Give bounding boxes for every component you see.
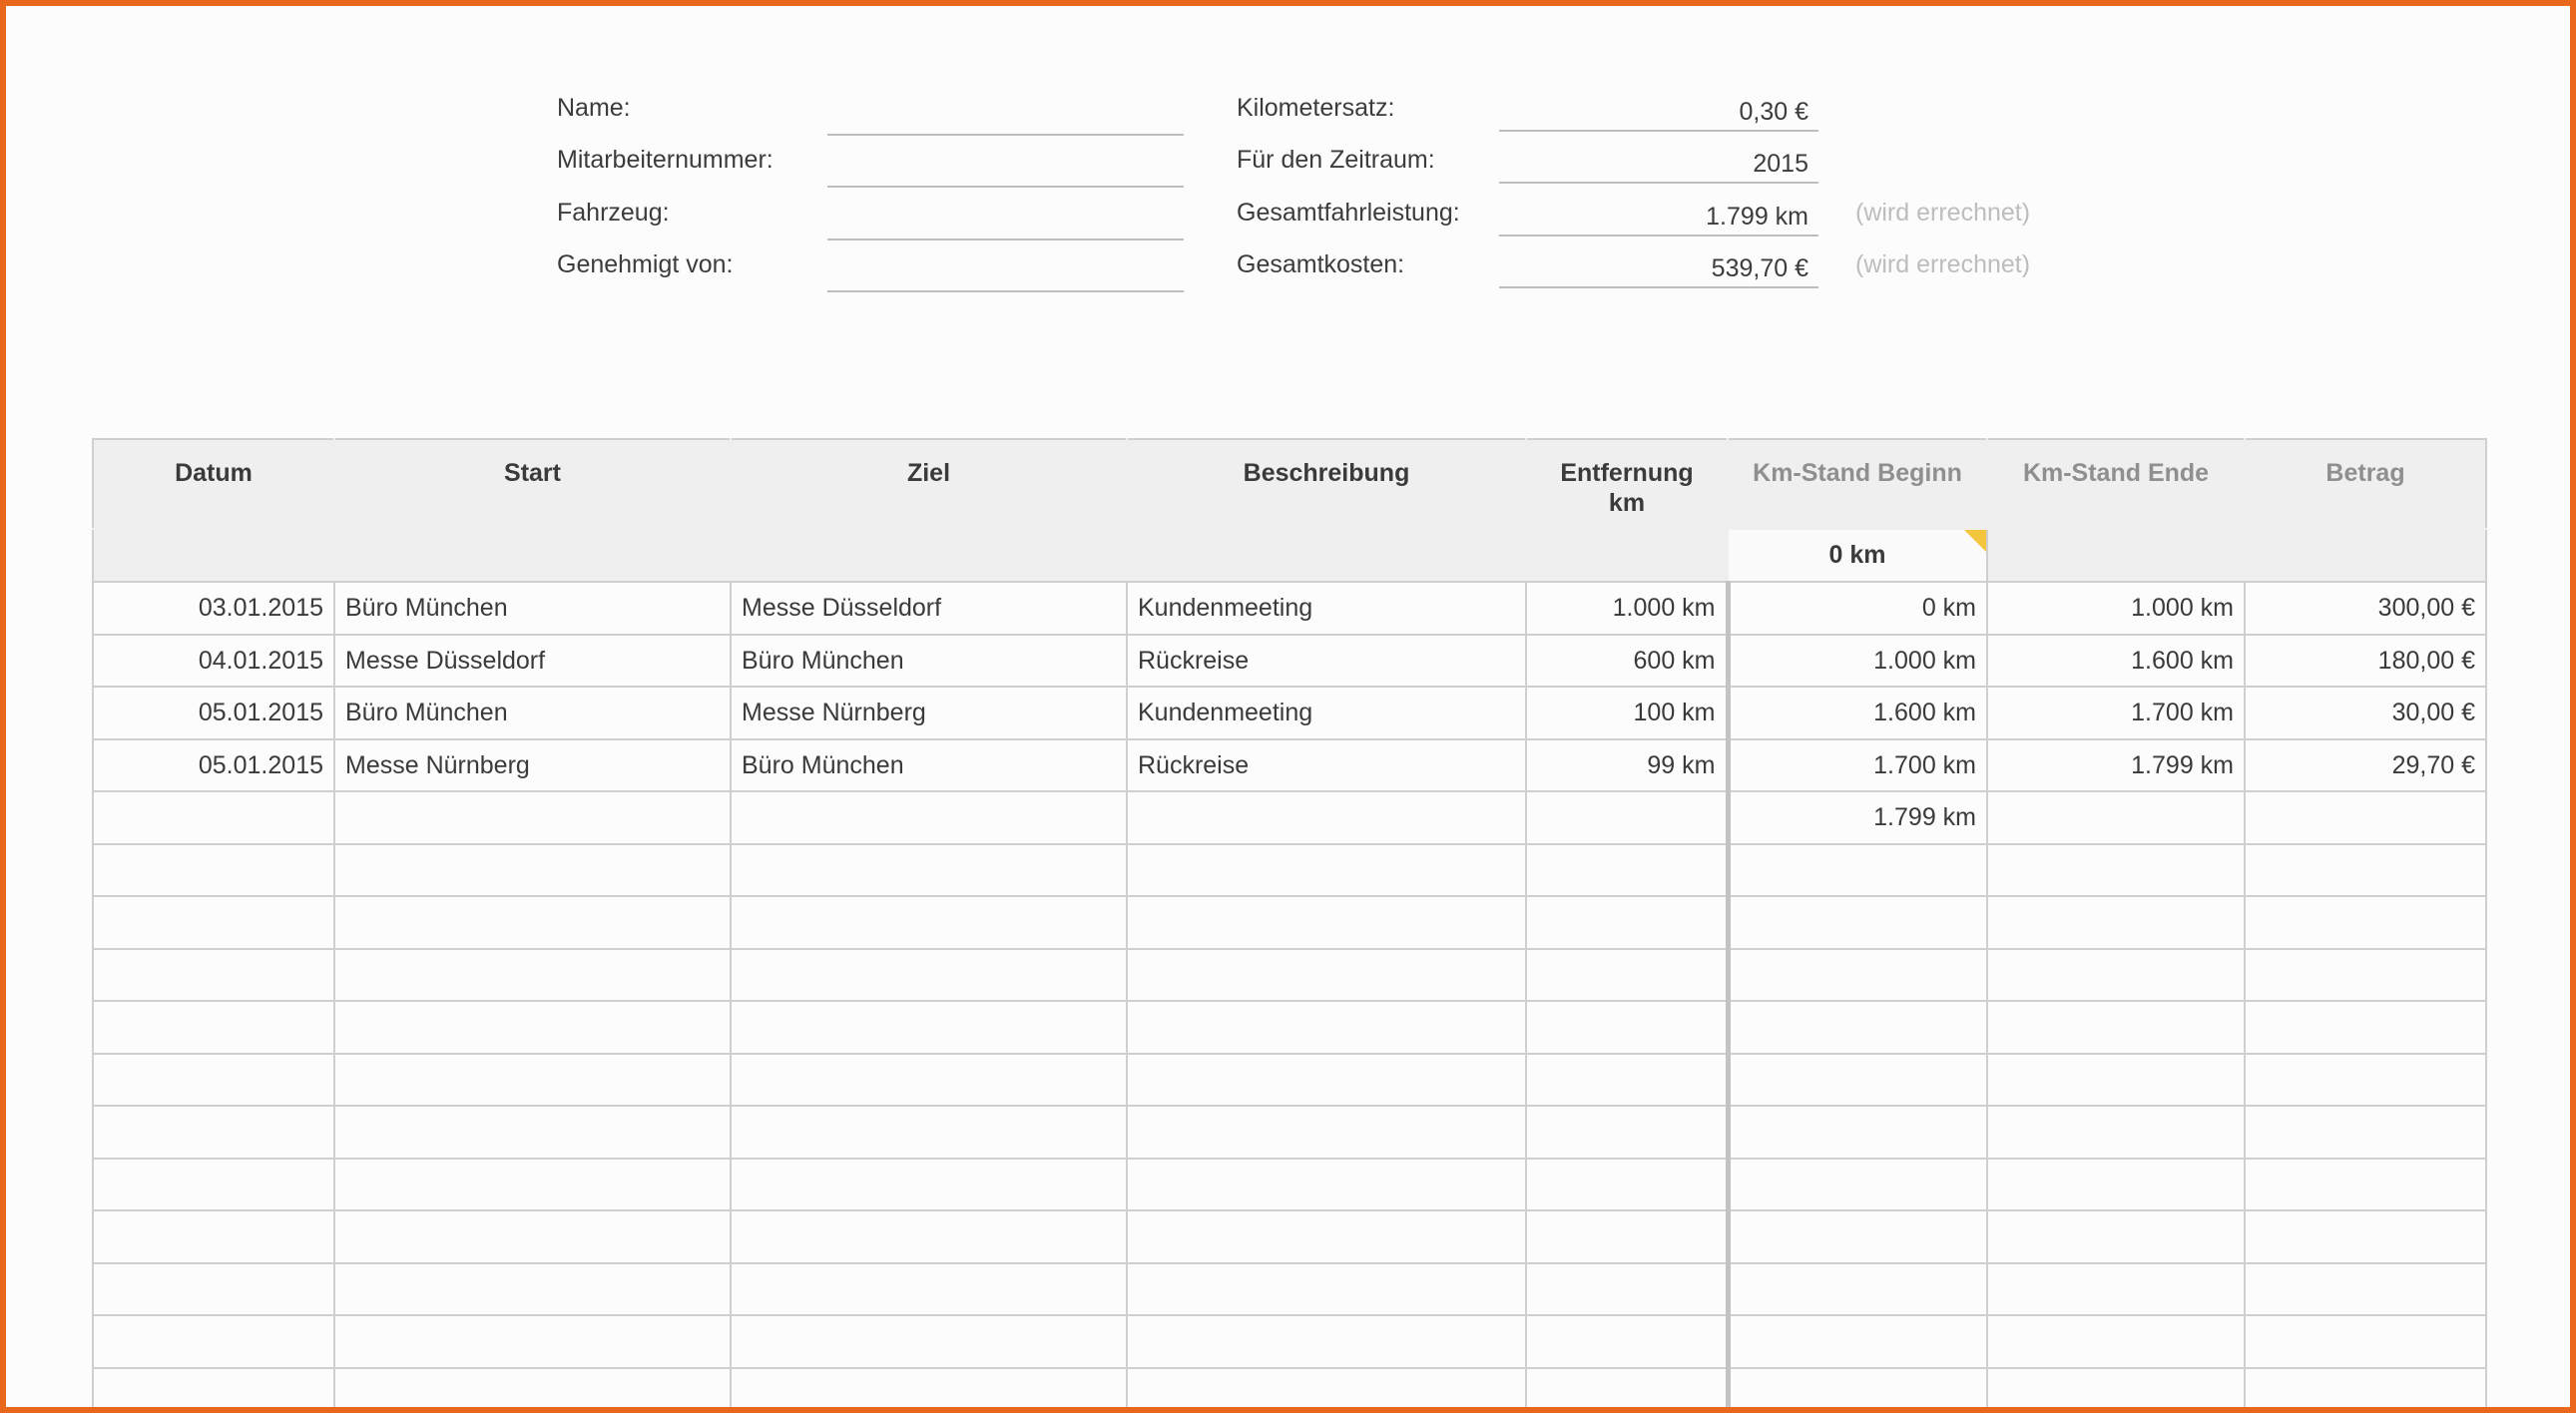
cell-entfernung[interactable] [1526,1368,1728,1408]
cell-datum[interactable]: 05.01.2015 [93,739,334,792]
trip-log-table [92,438,2487,1407]
cell-ziel[interactable] [731,791,1127,844]
total-cost-note: (wird errechnet) [1855,250,2031,278]
column-header-entfernung[interactable]: Entfernung km [1526,439,1728,529]
cell-beschreibung[interactable] [1127,1368,1526,1408]
cell-ziel[interactable] [731,896,1127,949]
cell-ziel[interactable] [731,1315,1127,1368]
header-spacer-cell [1526,529,1728,582]
cell-entfernung[interactable]: 100 km [1526,687,1728,739]
cell-datum[interactable] [93,1001,334,1054]
cell-km-stand-ende[interactable] [1987,1315,2245,1368]
cell-betrag[interactable] [2245,1106,2486,1159]
cell-beschreibung[interactable] [1127,1210,1526,1263]
column-header-beschreibung[interactable]: Beschreibung [1127,439,1526,529]
cell-ziel[interactable] [731,1054,1127,1107]
cell-start[interactable] [334,791,731,844]
cell-datum[interactable]: 04.01.2015 [93,635,334,688]
table-row [93,844,2486,897]
total-distance-note: (wird errechnet) [1855,199,2031,227]
cell-entfernung[interactable] [1526,1315,1728,1368]
cell-datum[interactable] [93,949,334,1002]
cell-ziel[interactable] [731,1263,1127,1316]
cell-beschreibung[interactable] [1127,949,1526,1002]
cell-km-stand-beginn[interactable] [1728,1001,1987,1054]
approved-by-field[interactable] [827,254,1184,292]
cell-start[interactable]: Büro München [334,582,731,635]
cell-start[interactable] [334,1263,731,1316]
cell-ziel[interactable] [731,844,1127,897]
cell-start[interactable] [334,1368,731,1408]
cell-datum[interactable] [93,1210,334,1263]
cell-start[interactable] [334,1054,731,1107]
cell-entfernung[interactable] [1526,1263,1728,1316]
table-row [93,1315,2486,1368]
cell-datum[interactable] [93,1315,334,1368]
cell-beschreibung[interactable]: Rückreise [1127,739,1526,792]
cell-datum[interactable] [93,1106,334,1159]
cell-km-stand-ende[interactable] [1987,1368,2245,1408]
cell-datum[interactable] [93,1159,334,1211]
cell-ziel[interactable]: Büro München [731,739,1127,792]
column-header-start[interactable]: Start [334,439,731,529]
table-row [93,896,2486,949]
cell-datum[interactable]: 03.01.2015 [93,582,334,635]
cell-entfernung[interactable] [1526,896,1728,949]
cell-betrag[interactable] [2245,1263,2486,1316]
cell-betrag[interactable] [2245,791,2486,844]
cell-betrag[interactable]: 180,00 € [2245,635,2486,688]
table-row [93,791,2486,844]
cell-beschreibung[interactable] [1127,1001,1526,1054]
header-spacer-cell [334,529,731,582]
mileage-rate-label: Kilometersatz: [1237,94,1395,122]
cell-ziel[interactable] [731,1001,1127,1054]
mileage-rate-field[interactable]: 0,30 € [1499,94,1818,132]
cell-start[interactable] [334,1106,731,1159]
cell-datum[interactable] [93,1263,334,1316]
table-row [93,1159,2486,1211]
cell-ziel[interactable] [731,1106,1127,1159]
cell-km-stand-ende[interactable]: 1.000 km [1987,582,2245,635]
cell-beschreibung[interactable] [1127,1159,1526,1211]
total-cost-label: Gesamtkosten: [1237,250,1405,278]
cell-start[interactable] [334,1210,731,1263]
cell-entfernung[interactable] [1526,1001,1728,1054]
cell-beschreibung[interactable] [1127,1315,1526,1368]
cell-betrag[interactable] [2245,844,2486,897]
cell-start[interactable] [334,1001,731,1054]
cell-betrag[interactable]: 30,00 € [2245,687,2486,739]
cell-beschreibung[interactable] [1127,1054,1526,1107]
cell-beschreibung[interactable] [1127,896,1526,949]
cell-datum[interactable] [93,844,334,897]
cell-km-stand-beginn[interactable]: 1.600 km [1728,687,1987,739]
cell-ziel[interactable]: Messe Düsseldorf [731,582,1127,635]
cell-km-stand-beginn[interactable] [1728,1315,1987,1368]
cell-km-stand-ende[interactable]: 1.700 km [1987,687,2245,739]
cell-km-stand-ende[interactable] [1987,896,2245,949]
cell-entfernung[interactable]: 1.000 km [1526,582,1728,635]
cell-km-stand-beginn[interactable] [1728,1054,1987,1107]
cell-beschreibung[interactable]: Kundenmeeting [1127,687,1526,739]
column-header-betrag[interactable]: Betrag [2245,439,2486,529]
cell-entfernung[interactable]: 99 km [1526,739,1728,792]
cell-km-stand-beginn[interactable]: 1.000 km [1728,635,1987,688]
column-header-datum[interactable]: Datum [93,439,334,529]
cell-entfernung[interactable] [1526,1210,1728,1263]
cell-betrag[interactable] [2245,1210,2486,1263]
cell-datum[interactable] [93,791,334,844]
table-row [93,1001,2486,1054]
cell-beschreibung[interactable] [1127,844,1526,897]
cell-datum[interactable] [93,1054,334,1107]
cell-betrag[interactable] [2245,896,2486,949]
cell-entfernung[interactable] [1526,791,1728,844]
cell-datum[interactable] [93,896,334,949]
cell-km-stand-ende[interactable] [1987,844,2245,897]
cell-km-stand-ende[interactable] [1987,949,2245,1002]
cell-beschreibung[interactable] [1127,1263,1526,1316]
cell-start[interactable]: Büro München [334,687,731,739]
cell-start[interactable] [334,949,731,1002]
cell-km-stand-beginn[interactable] [1728,1368,1987,1408]
cell-betrag[interactable]: 29,70 € [2245,739,2486,792]
cell-betrag[interactable] [2245,1001,2486,1054]
column-header-ziel[interactable]: Ziel [731,439,1127,529]
cell-start[interactable]: Messe Düsseldorf [334,635,731,688]
cell-beschreibung[interactable] [1127,791,1526,844]
cell-ziel[interactable] [731,1159,1127,1211]
period-label: Für den Zeitraum: [1237,146,1435,174]
table-row [93,1210,2486,1263]
cell-km-stand-ende[interactable] [1987,1263,2245,1316]
approved-by-label: Genehmigt von: [557,250,734,278]
cell-km-stand-beginn[interactable]: 1.799 km [1728,791,1987,844]
cell-km-stand-beginn[interactable] [1728,1106,1987,1159]
start-km-value: 0 km [1828,541,1886,569]
cell-datum[interactable] [93,1368,334,1408]
cell-entfernung[interactable] [1526,949,1728,1002]
header-spacer-cell [1127,529,1526,582]
cell-start[interactable] [334,1315,731,1368]
header-spacer-cell [93,529,334,582]
total-distance-label: Gesamtfahrleistung: [1237,199,1460,227]
table-row [93,1368,2486,1408]
header-spacer-cell [731,529,1127,582]
cell-start[interactable] [334,1159,731,1211]
cell-km-stand-beginn[interactable] [1728,1263,1987,1316]
cell-entfernung[interactable] [1526,844,1728,897]
cell-entfernung[interactable] [1526,1054,1728,1107]
employee-number-label: Mitarbeiternummer: [557,146,773,174]
cell-entfernung[interactable]: 600 km [1526,635,1728,688]
cell-km-stand-beginn[interactable]: 1.700 km [1728,739,1987,792]
vehicle-label: Fahrzeug: [557,199,670,227]
name-label: Name: [557,94,631,122]
header-spacer-cell [1987,529,2245,582]
cell-km-stand-beginn[interactable] [1728,1159,1987,1211]
table-row [93,635,2486,688]
cell-km-stand-beginn[interactable] [1728,949,1987,1002]
column-header-km-stand-beginn[interactable]: Km-Stand Beginn [1728,439,1987,529]
spreadsheet-canvas [6,6,2570,1407]
name-field[interactable] [827,98,1184,136]
total-cost-field: 539,70 € [1499,250,1818,288]
cell-km-stand-ende[interactable] [1987,1054,2245,1107]
cell-km-stand-ende[interactable] [1987,1159,2245,1211]
vehicle-field[interactable] [827,203,1184,240]
cell-km-stand-ende[interactable] [1987,1210,2245,1263]
cell-betrag[interactable] [2245,1368,2486,1408]
cell-betrag[interactable] [2245,1159,2486,1211]
cell-datum[interactable]: 05.01.2015 [93,687,334,739]
cell-entfernung[interactable] [1526,1159,1728,1211]
cell-km-stand-ende[interactable]: 1.600 km [1987,635,2245,688]
table-row [93,1054,2486,1107]
cell-km-stand-ende[interactable]: 1.799 km [1987,739,2245,792]
cell-ziel[interactable]: Messe Nürnberg [731,687,1127,739]
table-row [93,949,2486,1002]
cell-km-stand-beginn[interactable] [1728,844,1987,897]
cell-km-stand-beginn[interactable]: 0 km [1728,582,1987,635]
table-row [93,1263,2486,1316]
table-row [93,582,2486,635]
cell-beschreibung[interactable]: Rückreise [1127,635,1526,688]
cell-ziel[interactable] [731,949,1127,1002]
employee-number-field[interactable] [827,150,1184,188]
cell-start[interactable]: Messe Nürnberg [334,739,731,792]
table-row [93,687,2486,739]
start-km-cell[interactable] [1728,529,1987,582]
cell-beschreibung[interactable]: Kundenmeeting [1127,582,1526,635]
period-field[interactable]: 2015 [1499,146,1818,184]
cell-km-stand-ende[interactable] [1987,1001,2245,1054]
cell-km-stand-ende[interactable] [1987,791,2245,844]
comment-corner-icon [1964,530,1986,552]
cell-km-stand-beginn[interactable] [1728,896,1987,949]
cell-betrag[interactable] [2245,949,2486,1002]
cell-betrag[interactable] [2245,1315,2486,1368]
cell-beschreibung[interactable] [1127,1106,1526,1159]
column-header-km-stand-ende[interactable]: Km-Stand Ende [1987,439,2245,529]
cell-start[interactable] [334,844,731,897]
cell-ziel[interactable]: Büro München [731,635,1127,688]
header-spacer-cell [2245,529,2486,582]
total-distance-field: 1.799 km [1499,199,1818,236]
cell-start[interactable] [334,896,731,949]
cell-km-stand-ende[interactable] [1987,1106,2245,1159]
cell-entfernung[interactable] [1526,1106,1728,1159]
table-row [93,1106,2486,1159]
cell-km-stand-beginn[interactable] [1728,1210,1987,1263]
cell-betrag[interactable] [2245,1054,2486,1107]
cell-betrag[interactable]: 300,00 € [2245,582,2486,635]
cell-ziel[interactable] [731,1210,1127,1263]
table-row [93,739,2486,792]
cell-ziel[interactable] [731,1368,1127,1408]
